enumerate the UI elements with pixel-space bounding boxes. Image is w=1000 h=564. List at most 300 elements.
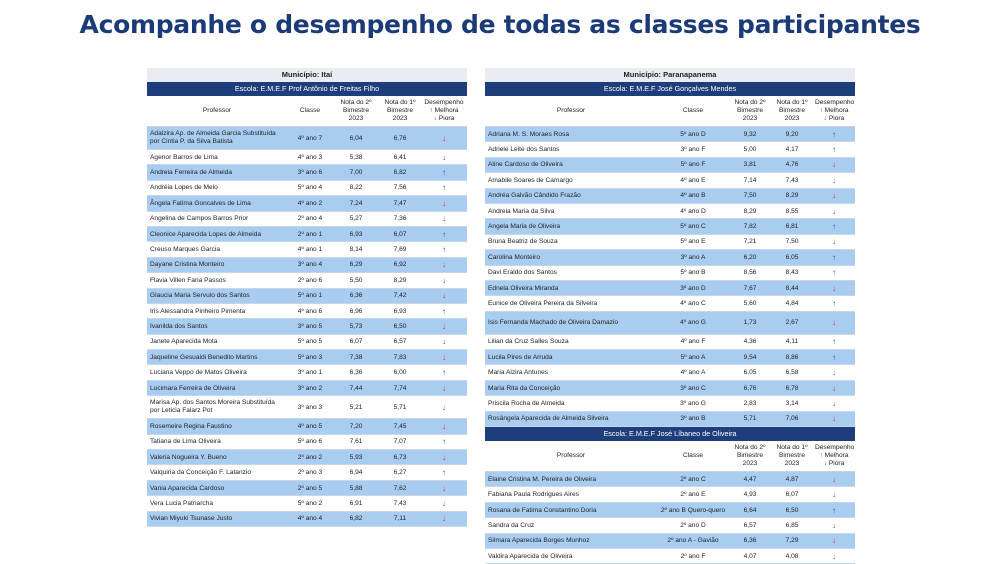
score-1st-bimestre: 4,11 — [771, 334, 813, 349]
score-1st-bimestre: 7,36 — [379, 211, 421, 226]
table-row — [485, 350, 855, 365]
teacher-name: Rosemeire Regina Faustino — [147, 419, 287, 434]
performance-cell — [421, 450, 467, 465]
table-row — [485, 548, 855, 563]
header-melhora-label: Melhora — [824, 452, 849, 460]
class-name: 4º ano 3 — [287, 150, 333, 165]
performance-cell — [813, 311, 855, 334]
header-desempenho — [813, 96, 855, 127]
arrow-up-icon: ↑ — [832, 268, 836, 278]
class-name: 2º ano D — [657, 518, 729, 533]
arrow-down-icon: ↓ — [442, 383, 446, 393]
arrow-down-icon: ↓ — [442, 352, 446, 362]
teacher-name: Lucila Pires de Arruda — [485, 350, 657, 365]
class-name: 4º ano F — [657, 334, 729, 349]
score-1st-bimestre: 6,50 — [379, 319, 421, 334]
class-name: 2º ano 3 — [287, 465, 333, 480]
panel-paranapanema — [485, 68, 855, 561]
teacher-name: Vania Aparecida Cardoso — [147, 480, 287, 495]
score-2nd-bimestre: 4,07 — [729, 548, 771, 563]
table-row — [147, 396, 467, 419]
arrow-up-icon: ↑ — [832, 252, 836, 262]
scores-table — [485, 441, 855, 564]
header-row — [485, 96, 855, 127]
performance-cell — [421, 319, 467, 334]
arrow-down-icon: ↓ — [832, 474, 836, 484]
arrow-down-icon: ↓ — [832, 191, 836, 201]
score-2nd-bimestre: 1,73 — [729, 311, 771, 334]
score-1st-bimestre: 2,67 — [771, 311, 813, 334]
score-1st-bimestre: 4,17 — [771, 142, 813, 157]
class-name: 5º ano A — [657, 350, 729, 365]
score-1st-bimestre: 8,29 — [771, 188, 813, 203]
header-row — [485, 441, 855, 472]
table-row — [485, 219, 855, 234]
performance-cell — [421, 273, 467, 288]
teacher-name: Valquiria da Conceição F. Latanzio — [147, 465, 287, 480]
teacher-name: Jaqueline Gesualdi Benedito Martins — [147, 350, 287, 365]
table-body — [485, 127, 855, 427]
class-name: 5º ano 2 — [287, 496, 333, 511]
arrow-down-icon: ↓ — [832, 368, 836, 378]
teacher-name: Iris Alessandra Pinheiro Pimenta — [147, 303, 287, 318]
score-2nd-bimestre: 5,50 — [333, 273, 379, 288]
arrow-up-icon: ↑ — [832, 298, 836, 308]
score-1st-bimestre: 6,27 — [379, 465, 421, 480]
performance-cell — [421, 242, 467, 257]
score-1st-bimestre: 6,81 — [771, 219, 813, 234]
arrow-down-icon: ↓ — [823, 115, 829, 122]
class-name: 4º ano 6 — [287, 303, 333, 318]
table-row — [485, 411, 855, 426]
table-row — [485, 396, 855, 411]
class-name: 4º ano B — [657, 188, 729, 203]
performance-cell — [421, 150, 467, 165]
table-row — [147, 257, 467, 272]
arrow-down-icon: ↓ — [442, 198, 446, 208]
teacher-name: Andréia Lopes de Melo — [147, 180, 287, 195]
teacher-name: Angelina de Campos Barros Prior — [147, 211, 287, 226]
table-row — [147, 365, 467, 380]
performance-cell — [421, 380, 467, 395]
performance-cell — [813, 157, 855, 172]
table-row — [485, 203, 855, 218]
table-row — [147, 380, 467, 395]
performance-cell — [813, 296, 855, 311]
class-name: 4º ano 4 — [287, 511, 333, 526]
score-2nd-bimestre: 6,29 — [333, 257, 379, 272]
table-row — [147, 496, 467, 511]
score-2nd-bimestre: 5,27 — [333, 211, 379, 226]
header-classe: Classe — [657, 441, 729, 472]
teacher-name: Adalzira Ap. de Almeida Garcia Substituída por Cintia P. da Silva Batista — [147, 127, 287, 150]
arrow-down-icon: ↓ — [442, 133, 446, 143]
table-row — [485, 296, 855, 311]
teacher-name: Tatiana de Lima Oliveira — [147, 434, 287, 449]
score-1st-bimestre: 6,78 — [771, 380, 813, 395]
arrow-down-icon: ↓ — [442, 152, 446, 162]
teacher-name: Dayane Cristina Monteiro — [147, 257, 287, 272]
teacher-name: Andreia Ferreira de Almeida — [147, 165, 287, 180]
table-row — [485, 173, 855, 188]
class-name: 3º ano A — [657, 250, 729, 265]
class-name: 2º ano B Quero-quero — [657, 502, 729, 517]
score-2nd-bimestre: 7,24 — [333, 196, 379, 211]
class-name: 4º ano 1 — [287, 242, 333, 257]
score-2nd-bimestre: 6,20 — [729, 250, 771, 265]
teacher-name: Vera Lucia Patriarcha — [147, 496, 287, 511]
score-1st-bimestre: 9,20 — [771, 127, 813, 142]
table-row — [147, 350, 467, 365]
class-name: 4º ano 7 — [287, 127, 333, 150]
table-row — [485, 487, 855, 502]
class-name: 3º ano D — [657, 280, 729, 295]
header-professor: Professor — [485, 441, 657, 472]
score-1st-bimestre: 8,55 — [771, 203, 813, 218]
score-2nd-bimestre: 5,88 — [333, 480, 379, 495]
arrow-up-icon: ↑ — [832, 505, 836, 515]
teacher-name: Rosângela Aparecida de Almeida Silveira — [485, 411, 657, 426]
table-row — [485, 365, 855, 380]
score-2nd-bimestre: 6,94 — [333, 465, 379, 480]
score-1st-bimestre: 4,08 — [771, 548, 813, 563]
score-2nd-bimestre: 5,73 — [333, 319, 379, 334]
arrow-up-icon: ↑ — [442, 183, 446, 193]
class-name: 3º ano 6 — [287, 165, 333, 180]
header-nota-2-bimestre: Nota do 2º Bimestre 2023 — [729, 96, 771, 127]
teacher-name: Carolina Monteiro — [485, 250, 657, 265]
table-row — [147, 434, 467, 449]
table-row — [485, 533, 855, 548]
teacher-name: Lucimara Ferreira de Oliveira — [147, 380, 287, 395]
arrow-down-icon: ↓ — [832, 283, 836, 293]
header-desempenho-label: Desempenho — [815, 444, 855, 452]
score-2nd-bimestre: 7,61 — [333, 434, 379, 449]
performance-cell — [421, 288, 467, 303]
teacher-name: Maria Rita da Conceição — [485, 380, 657, 395]
score-2nd-bimestre: 6,82 — [333, 511, 379, 526]
performance-cell — [813, 411, 855, 426]
performance-cell — [813, 533, 855, 548]
score-2nd-bimestre: 9,32 — [729, 127, 771, 142]
score-1st-bimestre: 6,50 — [771, 502, 813, 517]
score-2nd-bimestre: 6,91 — [333, 496, 379, 511]
class-name: 5º ano 6 — [287, 434, 333, 449]
score-2nd-bimestre: 7,00 — [333, 165, 379, 180]
score-1st-bimestre: 7,45 — [379, 419, 421, 434]
score-1st-bimestre: 4,84 — [771, 296, 813, 311]
municipio-header: Município: Paranapanema — [485, 68, 855, 82]
municipio-header: Município: Itaí — [147, 68, 467, 82]
table-row — [147, 419, 467, 434]
performance-cell — [813, 548, 855, 563]
class-name: 2º ano E — [657, 487, 729, 502]
arrow-down-icon: ↓ — [832, 398, 836, 408]
performance-cell — [421, 365, 467, 380]
performance-cell — [813, 250, 855, 265]
score-2nd-bimestre: 8,56 — [729, 265, 771, 280]
teacher-name: Aline Cardoso de Oliveira — [485, 157, 657, 172]
teacher-name: Vivian Miyuki Tsunase Justo — [147, 511, 287, 526]
performance-cell — [813, 142, 855, 157]
arrow-down-icon: ↓ — [442, 321, 446, 331]
score-1st-bimestre: 7,43 — [379, 496, 421, 511]
score-2nd-bimestre: 8,29 — [729, 203, 771, 218]
arrow-up-icon: ↑ — [832, 352, 836, 362]
score-1st-bimestre: 6,00 — [379, 365, 421, 380]
class-name: 4º ano C — [657, 296, 729, 311]
score-2nd-bimestre: 7,38 — [333, 350, 379, 365]
performance-cell — [421, 434, 467, 449]
school-bar: Escola: E.M.E.F José Gonçalves Mendes — [485, 82, 855, 96]
score-1st-bimestre: 8,29 — [379, 273, 421, 288]
performance-cell — [813, 265, 855, 280]
teacher-name: Sandra da Cruz — [485, 518, 657, 533]
score-2nd-bimestre: 2,83 — [729, 396, 771, 411]
score-2nd-bimestre: 6,57 — [729, 518, 771, 533]
scores-table — [485, 96, 855, 427]
score-1st-bimestre: 6,41 — [379, 150, 421, 165]
score-2nd-bimestre: 6,36 — [333, 365, 379, 380]
score-1st-bimestre: 6,82 — [379, 165, 421, 180]
header-piora-label: Piora — [438, 115, 455, 122]
arrow-down-icon: ↓ — [832, 520, 836, 530]
teacher-name: Adriele Leite dos Santos — [485, 142, 657, 157]
teacher-name: Andréa Galvão Cândido Frazão — [485, 188, 657, 203]
score-1st-bimestre: 5,71 — [379, 396, 421, 419]
class-name: 3º ano C — [657, 380, 729, 395]
table-row — [147, 334, 467, 349]
class-name: 5º ano 1 — [287, 288, 333, 303]
class-name: 3º ano 2 — [287, 380, 333, 395]
arrow-down-icon: ↓ — [433, 115, 439, 122]
header-piora-line — [815, 115, 853, 123]
performance-cell — [813, 127, 855, 142]
score-1st-bimestre: 3,14 — [771, 396, 813, 411]
performance-cell — [813, 380, 855, 395]
header-professor: Professor — [485, 96, 657, 127]
performance-cell — [421, 334, 467, 349]
arrow-down-icon: ↓ — [442, 421, 446, 431]
performance-cell — [813, 219, 855, 234]
arrow-down-icon: ↓ — [442, 275, 446, 285]
score-1st-bimestre: 7,50 — [771, 234, 813, 249]
scores-table — [147, 96, 467, 527]
class-name: 4º ano E — [657, 173, 729, 188]
arrow-up-icon: ↑ — [832, 145, 836, 155]
header-desempenho-label: Desempenho — [815, 99, 855, 106]
class-name: 5º ano B — [657, 265, 729, 280]
teacher-name: Amabile Soares de Camargo — [485, 173, 657, 188]
class-name: 5º ano C — [657, 219, 729, 234]
performance-cell — [421, 303, 467, 318]
arrow-up-icon: ↑ — [442, 168, 446, 178]
class-name: 2º ano 5 — [287, 480, 333, 495]
teacher-name: Davi Eraldo dos Santos — [485, 265, 657, 280]
header-row — [147, 96, 467, 127]
arrow-up-icon: ↑ — [832, 222, 836, 232]
table-row — [485, 380, 855, 395]
score-2nd-bimestre: 5,21 — [333, 396, 379, 419]
arrow-up-icon: ↑ — [819, 452, 825, 460]
performance-cell — [421, 350, 467, 365]
arrow-down-icon: ↓ — [832, 414, 836, 424]
header-piora-label: Piora — [828, 460, 845, 468]
score-1st-bimestre: 7,43 — [771, 173, 813, 188]
score-2nd-bimestre: 6,36 — [729, 533, 771, 548]
arrow-up-icon: ↑ — [442, 437, 446, 447]
performance-cell — [421, 211, 467, 226]
class-name: 3º ano 5 — [287, 319, 333, 334]
teacher-name: Fabiana Paula Rodrigues Aires — [485, 487, 657, 502]
score-2nd-bimestre: 5,60 — [729, 296, 771, 311]
score-1st-bimestre: 7,69 — [379, 242, 421, 257]
class-name: 4º ano 5 — [287, 419, 333, 434]
performance-cell — [421, 396, 467, 419]
class-name: 2º ano A - Gavião — [657, 533, 729, 548]
header-classe: Classe — [657, 96, 729, 127]
performance-cell — [813, 173, 855, 188]
arrow-up-icon: ↑ — [442, 306, 446, 316]
header-desempenho — [813, 441, 855, 472]
arrow-up-icon: ↑ — [429, 107, 435, 114]
arrow-up-icon: ↑ — [819, 107, 825, 114]
arrow-down-icon: ↓ — [832, 175, 836, 185]
table-row — [147, 288, 467, 303]
teacher-name: Rosana de Fatima Constantino Doria — [485, 502, 657, 517]
class-name: 2º ano 1 — [287, 226, 333, 241]
score-2nd-bimestre: 6,64 — [729, 502, 771, 517]
class-name: 3º ano 1 — [287, 365, 333, 380]
arrow-down-icon: ↓ — [442, 402, 446, 412]
class-name: 3º ano F — [657, 142, 729, 157]
score-2nd-bimestre: 7,21 — [729, 234, 771, 249]
teacher-name: Andreia Maria da Silva — [485, 203, 657, 218]
score-2nd-bimestre: 3,81 — [729, 157, 771, 172]
header-melhora-line — [815, 452, 853, 460]
score-1st-bimestre: 7,47 — [379, 196, 421, 211]
performance-cell — [421, 226, 467, 241]
score-1st-bimestre: 7,83 — [379, 350, 421, 365]
page-title: Acompanhe o desempenho de todas as classes participantes — [79, 10, 921, 39]
score-1st-bimestre: 4,87 — [771, 472, 813, 487]
performance-cell — [421, 127, 467, 150]
teacher-name: Silmara Aparecida Borges Munhoz — [485, 533, 657, 548]
teacher-name: Creuso Marques Garcia — [147, 242, 287, 257]
header-piora-line — [423, 115, 465, 123]
teacher-name: Valdira Aparecida de Oliveira — [485, 548, 657, 563]
school-bar: Escola: E.M.E.F José Líbaneo de Oliveira — [485, 427, 855, 441]
table-row — [485, 250, 855, 265]
score-1st-bimestre: 6,57 — [379, 334, 421, 349]
header-melhora-line — [815, 107, 853, 115]
score-1st-bimestre: 8,44 — [771, 280, 813, 295]
table-row — [147, 242, 467, 257]
class-name: 3º ano G — [657, 396, 729, 411]
score-2nd-bimestre: 6,36 — [333, 288, 379, 303]
teacher-name: Marisa Ap. dos Santos Moreira Substituída por Leticia Falarz Pot — [147, 396, 287, 419]
header-desempenho-label: Desempenho — [424, 99, 464, 106]
score-1st-bimestre: 7,62 — [379, 480, 421, 495]
table-row — [147, 150, 467, 165]
teacher-name: Angela Maria de Oliveira — [485, 219, 657, 234]
performance-cell — [421, 165, 467, 180]
table-row — [147, 303, 467, 318]
arrow-down-icon: ↓ — [832, 551, 836, 561]
performance-cell — [813, 350, 855, 365]
performance-cell — [421, 180, 467, 195]
score-1st-bimestre: 4,76 — [771, 157, 813, 172]
teacher-name: Eunice de Oliveira Pereira da Silveira — [485, 296, 657, 311]
teacher-name: Flavia Villen Faria Passos — [147, 273, 287, 288]
class-name: 5º ano 3 — [287, 350, 333, 365]
performance-cell — [813, 334, 855, 349]
arrow-down-icon: ↓ — [442, 214, 446, 224]
class-name: 5º ano F — [657, 157, 729, 172]
class-name: 3º ano 4 — [287, 257, 333, 272]
class-name: 2º ano 2 — [287, 450, 333, 465]
score-2nd-bimestre: 9,54 — [729, 350, 771, 365]
performance-cell — [421, 511, 467, 526]
header-piora-label: Piora — [828, 115, 845, 122]
class-name: 5º ano E — [657, 234, 729, 249]
header-nota-1-bimestre: Nota do 1º Bimestre 2023 — [771, 96, 813, 127]
score-2nd-bimestre: 5,38 — [333, 150, 379, 165]
table-header — [485, 96, 855, 127]
table-row — [147, 180, 467, 195]
arrow-up-icon: ↑ — [442, 368, 446, 378]
score-2nd-bimestre: 4,93 — [729, 487, 771, 502]
score-1st-bimestre: 6,73 — [379, 450, 421, 465]
score-1st-bimestre: 6,93 — [379, 303, 421, 318]
table-row — [485, 127, 855, 142]
teacher-name: Ednela Oliveira Miranda — [485, 280, 657, 295]
class-name: 2º ano 6 — [287, 273, 333, 288]
score-2nd-bimestre: 6,04 — [333, 127, 379, 150]
class-name: 4º ano 2 — [287, 196, 333, 211]
table-row — [147, 127, 467, 150]
score-2nd-bimestre: 8,22 — [333, 180, 379, 195]
score-1st-bimestre: 6,07 — [771, 487, 813, 502]
class-name: 5º ano 5 — [287, 334, 333, 349]
arrow-down-icon: ↓ — [832, 318, 836, 328]
header-melhora-label: Melhora — [824, 107, 849, 114]
arrow-down-icon: ↓ — [442, 498, 446, 508]
table-row — [485, 188, 855, 203]
table-row — [485, 334, 855, 349]
score-1st-bimestre: 6,76 — [379, 127, 421, 150]
teacher-name: Elaine Cristina M. Pereira de Oliveira — [485, 472, 657, 487]
performance-cell — [813, 518, 855, 533]
table-row — [485, 472, 855, 487]
teacher-name: Valeria Nogueira Y. Bueno — [147, 450, 287, 465]
table-row — [485, 502, 855, 517]
score-2nd-bimestre: 7,20 — [333, 419, 379, 434]
table-row — [147, 450, 467, 465]
teacher-name: Maria Alzira Antunes — [485, 365, 657, 380]
performance-cell — [421, 496, 467, 511]
teacher-name: Luciana Veppo de Matos Oliveira — [147, 365, 287, 380]
score-1st-bimestre: 7,42 — [379, 288, 421, 303]
header-piora-line — [815, 460, 853, 468]
teacher-name: Glaucia Maria Servulo dos Santos — [147, 288, 287, 303]
header-nota-1-bimestre: Nota do 1º Bimestre 2023 — [771, 441, 813, 472]
header-nota-2-bimestre: Nota do 2º Bimestre 2023 — [333, 96, 379, 127]
performance-cell — [813, 234, 855, 249]
performance-cell — [421, 419, 467, 434]
score-2nd-bimestre: 4,36 — [729, 334, 771, 349]
arrow-down-icon: ↓ — [823, 460, 829, 468]
